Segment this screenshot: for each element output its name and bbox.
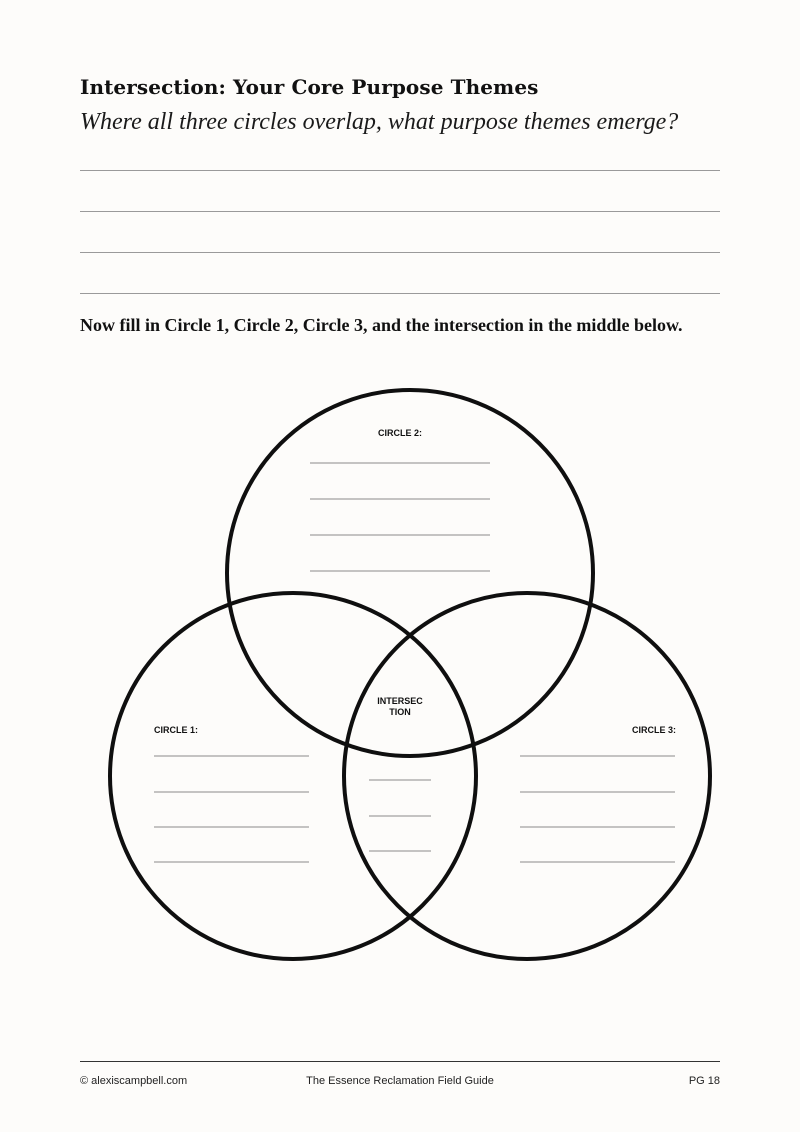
section-title: Intersection: Your Core Purpose Themes: [80, 75, 539, 99]
footer-page-number: PG 18: [688, 1075, 720, 1087]
footer-guide-title: The Essence Reclamation Field Guide: [306, 1075, 494, 1087]
circle-2-label: CIRCLE 2:: [377, 428, 423, 438]
circle-1-label: CIRCLE 1:: [154, 725, 199, 735]
footer-divider: [80, 1061, 720, 1062]
intersection-label-line-1: INTERSEC: [377, 696, 423, 706]
circle-3-label: CIRCLE 3:: [631, 725, 676, 735]
intersection-label-line-2: TION: [389, 707, 411, 717]
circle-3-outline: [344, 593, 710, 959]
footer-copyright: © alexiscampbell.com: [80, 1075, 188, 1087]
instruction-text: Now fill in Circle 1, Circle 2, Circle 3, and the intersection in the middle below.: [80, 315, 683, 335]
circle-1-outline: [110, 593, 476, 959]
section-prompt: Where all three circles overlap, what purpose themes emerge?: [80, 109, 679, 135]
